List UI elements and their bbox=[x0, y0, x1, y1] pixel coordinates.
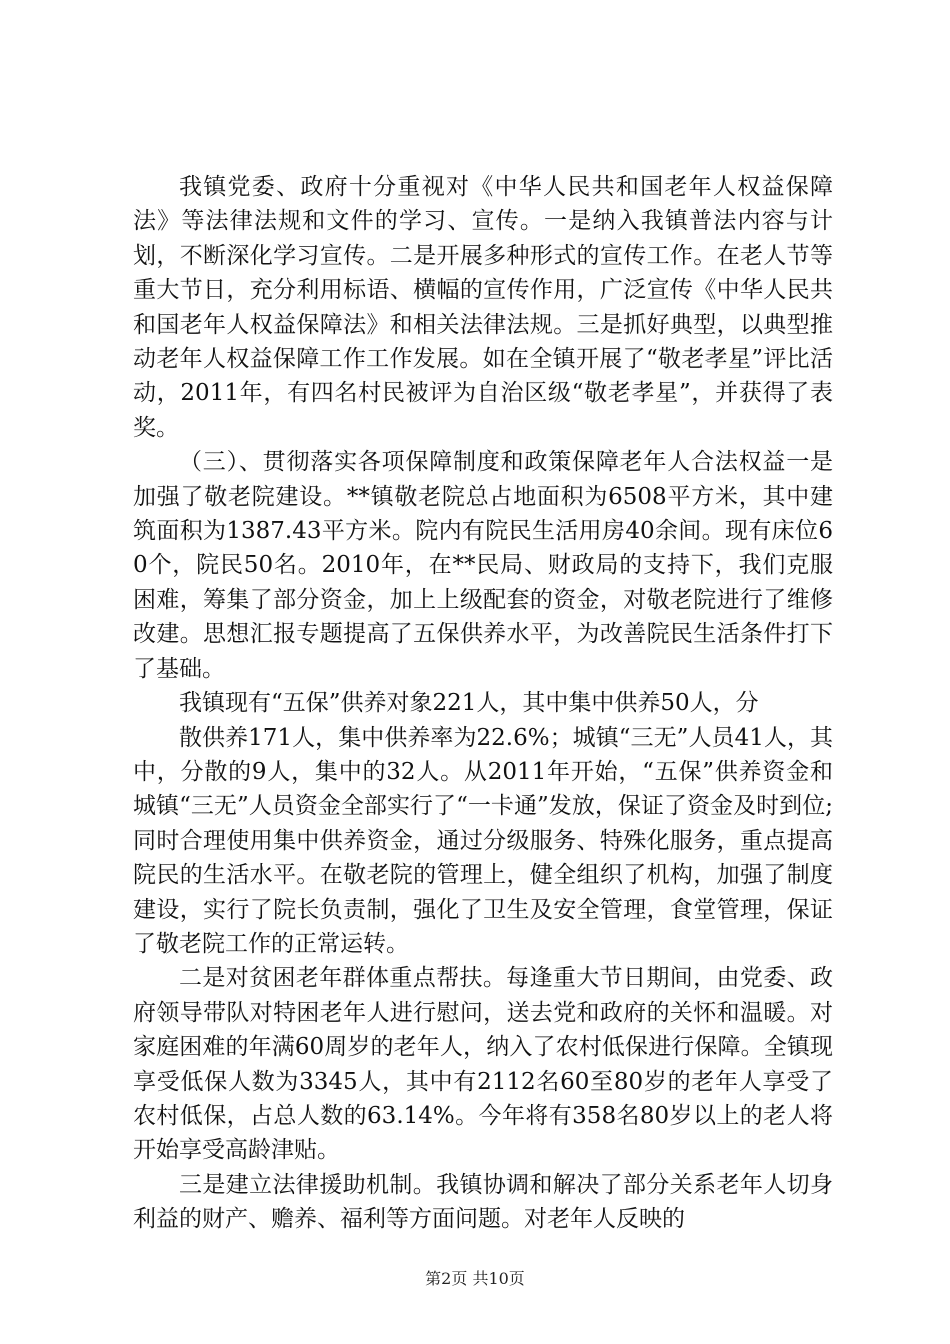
paragraph-legal-aid: 三是建立法律援助机制。我镇协调和解决了部分关系老年人切身利益的财产、赡养、福利等方面问题。对老年人反映的 bbox=[133, 1171, 833, 1233]
paragraph-publicity: 我镇党委、政府十分重视对《中华人民共和国老年人权益保障法》等法律法规和文件的学习、宣传。一是纳入我镇普法内容与计划，不断深化学习宣传。二是开展多种形式的宣传工作。在老人节等重大节日，充分利用标语、横幅的宣传作用，广泛宣传《中华人民共和国老年人权益保障法》和相关法律法规。三是抓好典型，以典型推动老年人权益保障工作工作发展。如在全镇开展了“敬老孝星”评比活动，2011年，有四名村民被评为自治区级“敬老孝星”，并获得了表奖。 bbox=[133, 174, 833, 441]
page-number-footer: 第2页 共10页 bbox=[425, 1269, 525, 1288]
paragraph-wubao-intro: 我镇现有“五保”供养对象221人，其中集中供养50人，分 bbox=[179, 690, 759, 717]
paragraph-poverty-assistance: 二是对贫困老年群体重点帮扶。每逢重大节日期间，由党委、政府领导带队对特困老年人进行慰问，送去党和政府的关怀和温暖。对家庭困难的年满60周岁的老年人，纳入了农村低保进行保障。全镇现享受低保人数为3345人，其中有2112名60至80岁的老年人享受了农村低保，占总人数的63.14%。今年将有358名80岁以上的老人将开始享受高龄津贴。 bbox=[133, 965, 833, 1164]
paragraph-section-three: （三）、贯彻落实各项保障制度和政策保障老年人合法权益一是加强了敬老院建设。**镇敬老院总占地面积为6508平方米，其中建筑面积为1387.43平方米。院内有院民生活用房40余间。现有床位60个，院民50名。2010年，在**民局、财政局的支持下，我们克服困难，筹集了部分资金，加上上级配套的资金，对敬老院进行了维修改建。思想汇报专题提高了五保供养水平，为改善院民生活条件打下了基础。 bbox=[133, 449, 833, 682]
document-body bbox=[133, 170, 833, 1237]
paragraph-wubao-details: 散供养171人，集中供养率为22.6%；城镇“三无”人员41人，其中，分散的9人，集中的32人。从2011年开始，“五保”供养资金和城镇“三无”人员资金全部实行了“一卡通”发放，保证了资金及时到位;同时合理使用集中供养资金，通过分级服务、特殊化服务，重点提高院民的生活水平。在敬老院的管理上，健全组织了机构，加强了制度建设，实行了院长负责制，强化了卫生及安全管理，食堂管理，保证了敬老院工作的正常运转。 bbox=[133, 724, 833, 957]
